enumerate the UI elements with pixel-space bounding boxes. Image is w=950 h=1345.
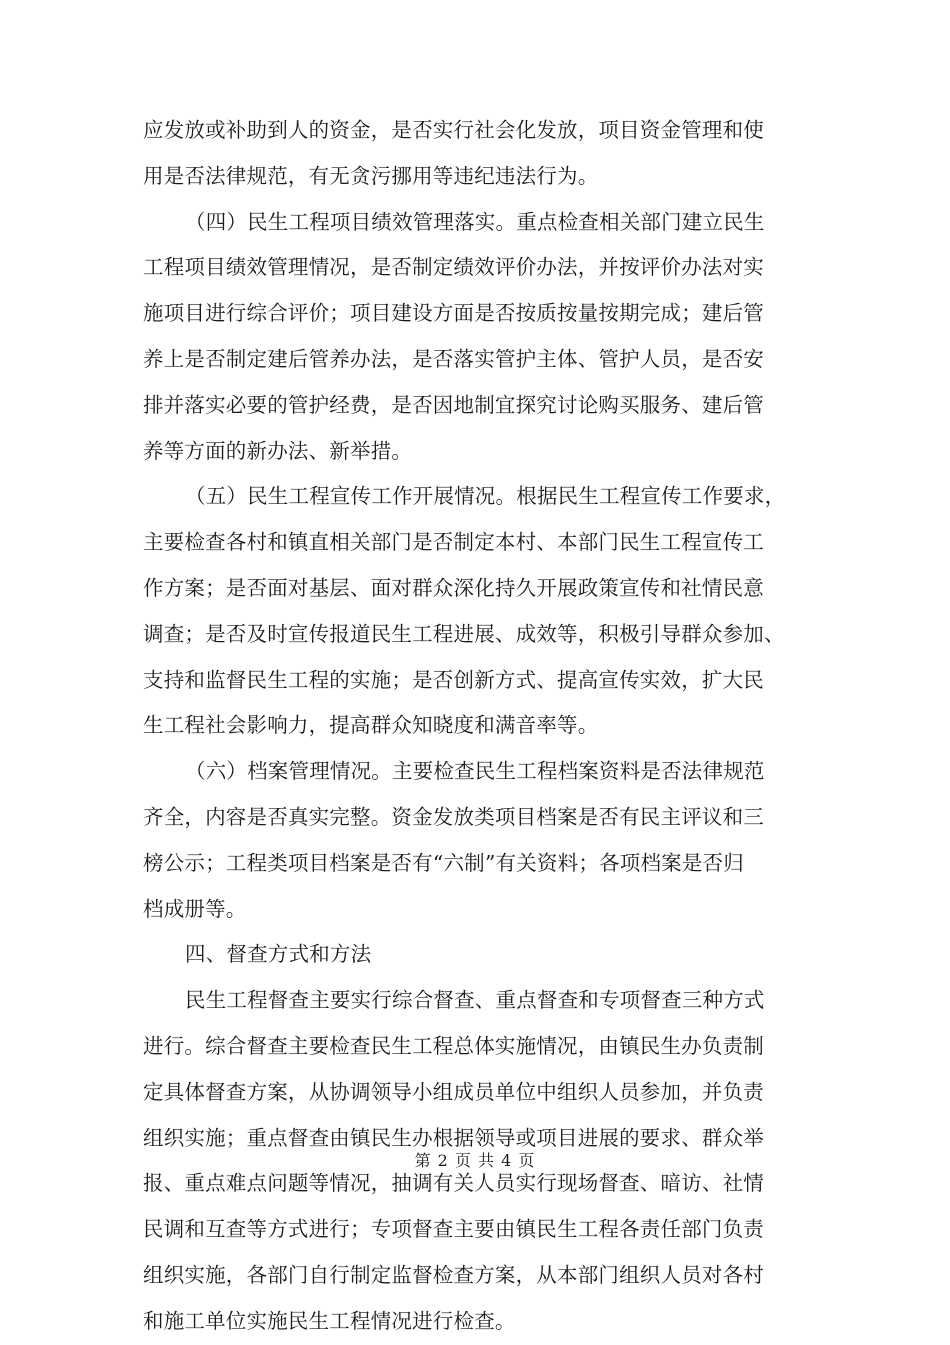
text-line: 主要检查各村和镇直相关部门是否制定本村、本部门民生工程宣传工 (143, 530, 764, 555)
text-line: 定具体督查方案，从协调领导小组成员单位中组织人员参加，并负责 (143, 1079, 764, 1104)
text-line: 作方案；是否面对基层、面对群众深化持久开展政策宣传和社情民意 (143, 575, 764, 600)
text-line: 和施工单位实施民生工程情况进行检查。 (143, 1308, 516, 1333)
chapter-heading-line: 四、督查方式和方法 (185, 942, 372, 967)
text-line: 组织实施，各部门自行制定监督检查方案，从本部门组织人员对各村 (143, 1262, 764, 1287)
text-line: 排并落实必要的管护经费，是否因地制宜探究讨论购买服务、建后管 (143, 392, 764, 417)
text-line: 养上是否制定建后管养办法，是否落实管护主体、管护人员，是否安 (143, 346, 764, 371)
section-heading-line: （六）档案管理情况。主要检查民生工程档案资料是否法律规范 (185, 759, 765, 784)
text-line: 工程项目绩效管理情况，是否制定绩效评价办法，并按评价办法对实 (143, 255, 764, 280)
section-heading-line: （四）民生工程项目绩效管理落实。重点检查相关部门建立民生 (185, 209, 765, 234)
text-line: 榜公示；工程类项目档案是否有“六制”有关资料；各项档案是否归 (143, 850, 744, 875)
text-line: 民生工程督查主要实行综合督查、重点督查和专项督查三种方式 (185, 988, 765, 1013)
page-number-footer: 第 2 页 共 4 页 (414, 1151, 536, 1170)
text-line: 进行。综合督查主要检查民生工程总体实施情况，由镇民生办负责制 (143, 1033, 764, 1058)
text-line: 应发放或补助到人的资金，是否实行社会化发放，项目资金管理和使 (143, 118, 764, 142)
section-heading-line: （五）民生工程宣传工作开展情况。根据民生工程宣传工作要求， (185, 484, 786, 509)
text-line: 齐全，内容是否真实完整。资金发放类项目档案是否有民主评议和三 (143, 804, 764, 829)
text-line: 施项目进行综合评价；项目建设方面是否按质按量按期完成；建后管 (143, 301, 764, 326)
text-line: 养等方面的新办法、新举措。 (143, 438, 413, 463)
text-line: 调查；是否及时宣传报道民生工程进展、成效等，积极引导群众参加、 (143, 621, 785, 646)
text-line: 支持和监督民生工程的实施；是否创新方式、提高宣传实效，扩大民 (143, 667, 764, 692)
text-line: 档成册等。 (143, 896, 247, 921)
text-line: 生工程社会影响力，提高群众知晓度和满音率等。 (143, 713, 599, 738)
text-line: 组织实施；重点督查由镇民生办根据领导或项目进展的要求、群众举 (143, 1125, 764, 1150)
text-line: 民调和互查等方式进行；专项督查主要由镇民生工程各责任部门负责 (143, 1217, 764, 1242)
text-line: 报、重点难点问题等情况，抽调有关人员实行现场督查、暗访、社情 (143, 1171, 764, 1196)
text-line: 用是否法律规范，有无贪污挪用等违纪违法行为。 (143, 163, 599, 188)
